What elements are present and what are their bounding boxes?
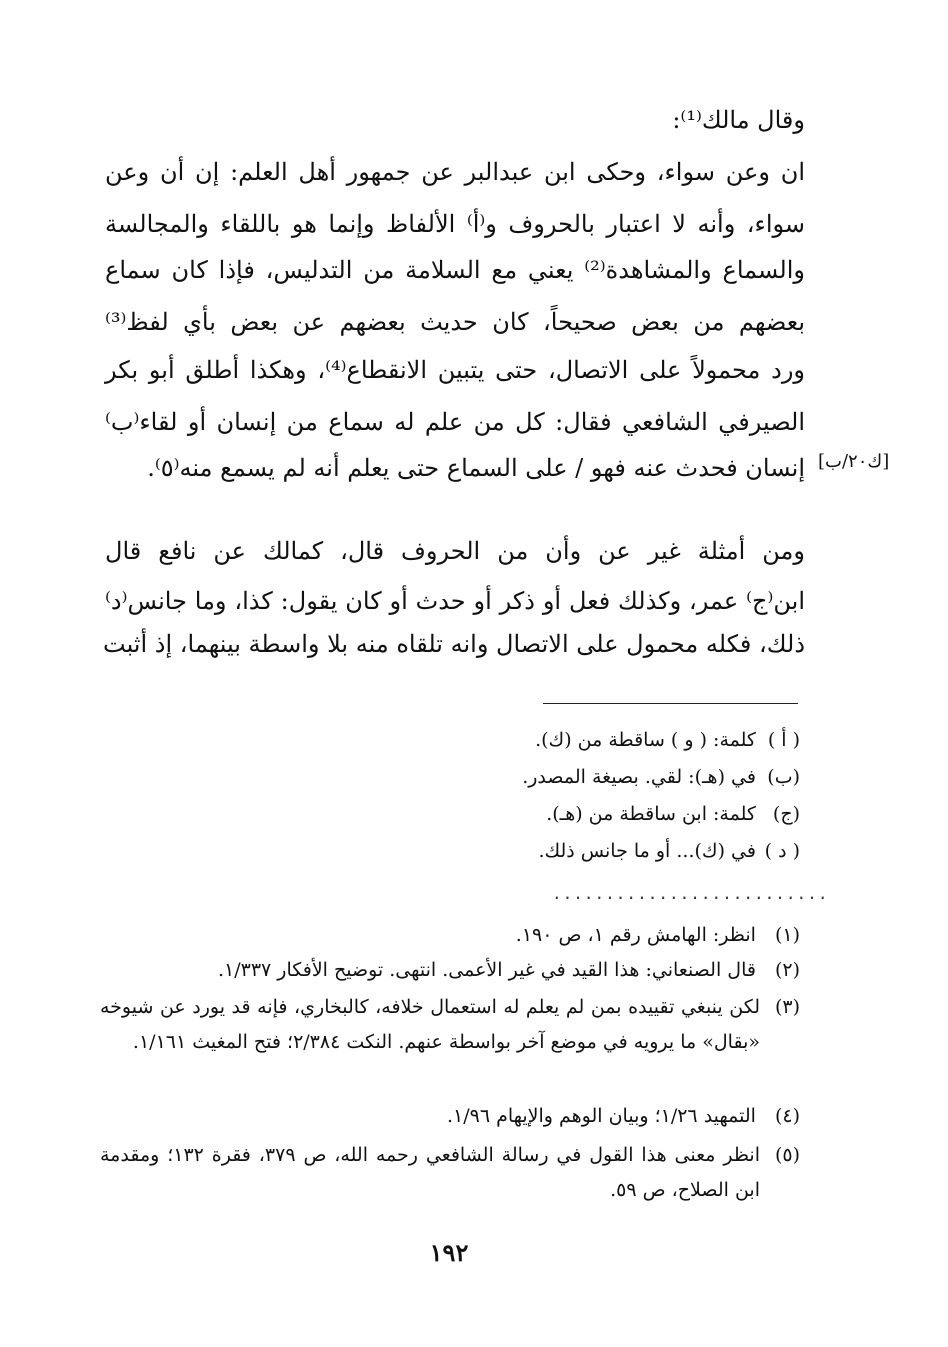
body-line: وقال مالك⁽¹⁾:	[672, 106, 805, 134]
variant-note	[538, 838, 800, 864]
variant-note-text: في (هـ): لقي. بصيغة المصدر.	[522, 766, 756, 788]
footnote	[100, 990, 800, 1060]
body-line: إنسان فحدث عنه فهو / على السماع حتى يعلم أنه لم يسمع منه⁽٥⁾.	[147, 454, 805, 482]
body-line: بعضهم من بعض صحيحاً، كان حديث بعضهم عن بعض بأي لفظ⁽³⁾	[105, 308, 805, 336]
body-line: ابن⁽ج⁾ عمر، وكذلك فعل أو ذكر أو حدث أو كان يقول: كذا، وما جانس⁽د⁾	[105, 587, 805, 615]
footnote-marker: (٣)	[774, 996, 800, 1018]
footnote-text: انظر معنى هذا القول في رسالة الشافعي رحمه الله، ص ٣٧٩، فقرة ١٣٢؛ ومقدمة ابن الصلاح، ص ٥٩.	[100, 1144, 760, 1201]
body-line: ذلك، فكله محمول على الاتصال وانه تلقاه منه بلا واسطة بينهما، إذ أثبت	[103, 630, 805, 658]
body-line: الصيرفي الشافعي فقال: كل من علم له سماع من إنسان أو لقاء⁽ب⁾	[105, 408, 805, 436]
variant-note-marker: (ب)	[767, 766, 800, 788]
variant-note-marker: ( د )	[764, 840, 800, 862]
variant-note	[522, 764, 800, 790]
footnote-text: انظر: الهامش رقم ١، ص ١٩٠.	[515, 924, 756, 946]
dotted-separator: ..........................	[552, 884, 829, 903]
footnote-text: لكن ينبغي تقييده بمن لم يعلم له استعمال خلافه، كالبخاري، فإنه قد يورد عن شيوخه «بقال» ما يرويه في موضع آخر بواسطة عنهم. النكت ٢/٣٨٤؛ فتح المغيث ١/١٦١.	[100, 996, 760, 1053]
variant-note-text: في (ك)... أو ما جانس ذلك.	[538, 840, 756, 862]
body-line: ورد محمولاً على الاتصال، حتى يتبين الانقطاع⁽⁴⁾، وهكذا أطلق أبو بكر	[105, 356, 805, 384]
variant-note-text: كلمة: ابن ساقطة من (هـ).	[546, 803, 756, 825]
footnote	[447, 1103, 800, 1129]
footnote	[516, 922, 800, 948]
footnote-text: التمهيد ١/٢٦؛ وبيان الوهم والإيهام ١/٩٦.	[446, 1105, 756, 1127]
body-line: ان وعن سواء، وحكى ابن عبدالبر عن جمهور أهل العلم: إن أن وعن	[105, 158, 805, 186]
body-line: والسماع والمشاهدة⁽²⁾ يعني مع السلامة من التدليس، فإذا كان سماع	[105, 256, 805, 284]
margin-folio-note: [ك٢٠/ب]	[818, 451, 890, 472]
variant-note-marker: ( أ )	[767, 729, 800, 751]
footnote-separator	[543, 703, 798, 704]
footnote-marker: (٢)	[774, 959, 800, 981]
variant-note	[546, 801, 800, 827]
footnote-marker: (٥)	[774, 1144, 800, 1166]
page-number: ١٩٢	[429, 1238, 469, 1267]
body-line: ومن أمثلة غير عن وأن من الحروف قال، كمالك عن نافع قال	[105, 537, 805, 565]
footnote-text: قال الصنعاني: هذا القيد في غير الأعمى. انتهى. توضيح الأفكار ١/٣٣٧.	[217, 959, 756, 981]
footnote	[218, 957, 800, 983]
footnote-marker: (١)	[774, 924, 800, 946]
variant-note-marker: (ج)	[772, 803, 800, 825]
variant-note-text: كلمة: ( و ) ساقطة من (ك).	[535, 729, 756, 751]
footnote-marker: (٤)	[774, 1105, 800, 1127]
body-line: سواء، وأنه لا اعتبار بالحروف و⁽أ⁾ الألفاظ وإنما هو باللقاء والمجالسة	[105, 210, 805, 238]
variant-note	[535, 727, 800, 753]
footnote	[100, 1138, 800, 1208]
